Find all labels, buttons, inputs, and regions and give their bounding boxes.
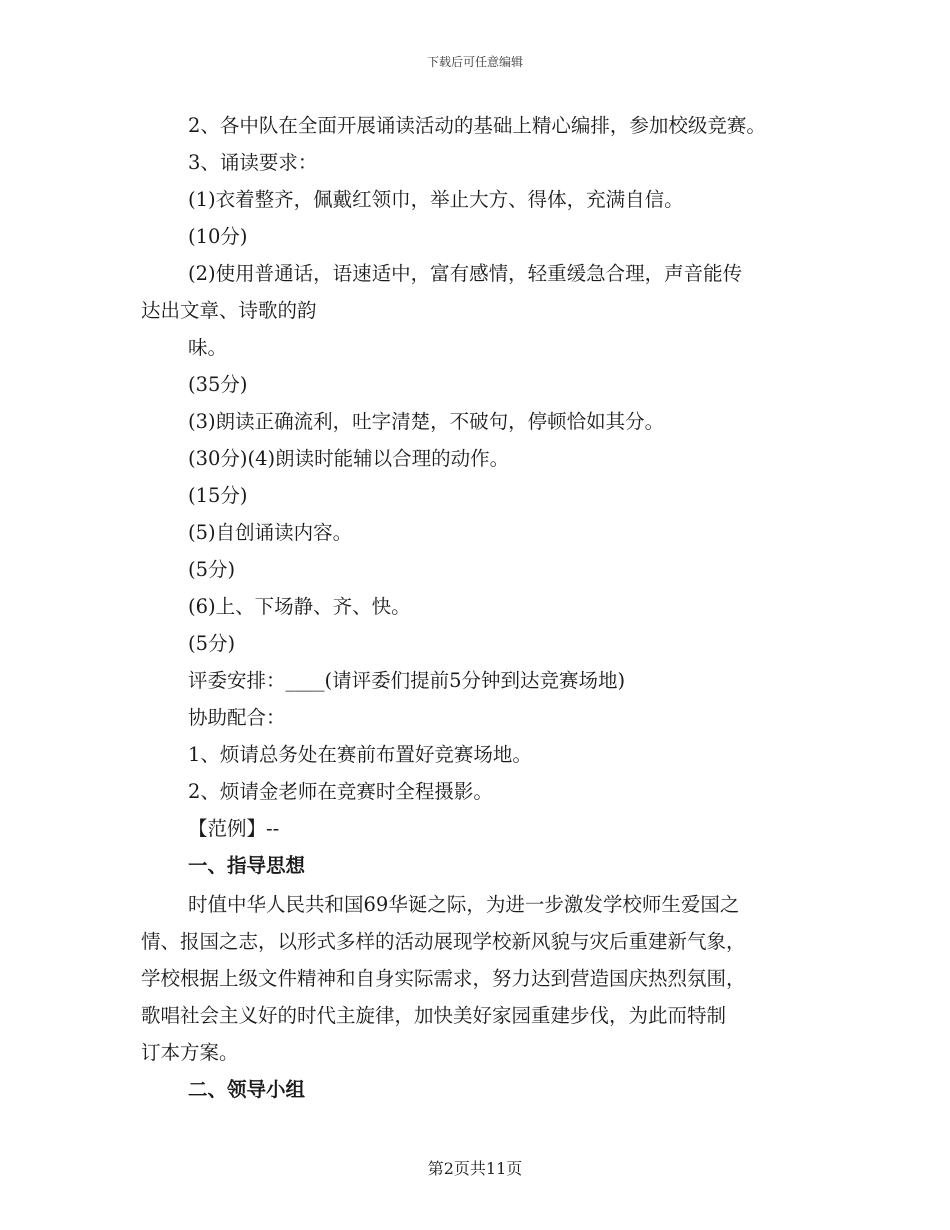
- text-line: (35分): [188, 373, 248, 396]
- text-line: 2、各中队在全面开展诵读活动的基础上精心编排，参加校级竞赛。: [188, 114, 766, 137]
- section-heading: 一、指导思想: [188, 854, 306, 877]
- text-line: 订本方案。: [141, 1041, 239, 1064]
- text-line: 协助配合：: [188, 706, 286, 729]
- text-line: 时值中华人民共和国69华诞之际，为进一步激发学校师生爱国之: [188, 893, 740, 916]
- text-line: (10分): [188, 225, 248, 248]
- text-line: (5)自创诵读内容。: [188, 521, 353, 544]
- text-line: (2)使用普通话，语速适中，富有感情，轻重缓急合理，声音能传: [188, 262, 743, 285]
- text-line: 1、烦请总务处在赛前布置好竞赛场地。: [188, 743, 532, 766]
- section-heading: 二、领导小组: [188, 1078, 306, 1101]
- text-line: (3)朗读正确流利，吐字清楚，不破句，停顿恰如其分。: [188, 410, 665, 433]
- text-line: (5分): [188, 558, 236, 581]
- text-line: (15分): [188, 484, 248, 507]
- text-line: 味。: [188, 336, 228, 359]
- text-line: 评委安排：____(请评委们提前5分钟到达竞赛场地): [188, 669, 626, 692]
- page-footer: 第2页共11页: [427, 1159, 523, 1178]
- text-line: 学校根据上级文件精神和自身实际需求，努力达到营造国庆热烈氛围，: [141, 967, 746, 990]
- text-line: 情、报国之志，以形式多样的活动展现学校新风貌与灾后重建新气象，: [141, 930, 746, 953]
- text-line: (1)衣着整齐，佩戴红领巾，举止大方、得体，充满自信。: [188, 188, 684, 211]
- text-line: 【范例】--: [188, 817, 280, 840]
- page-header: 下载后可任意编辑: [426, 55, 523, 69]
- text-line: 歌唱社会主义好的时代主旋律，加快美好家园重建步伐，为此而特制: [141, 1004, 727, 1027]
- text-line: (6)上、下场静、齐、快。: [188, 595, 411, 618]
- text-line: 达出文章、诗歌的韵: [141, 299, 317, 322]
- text-line: 3、诵读要求：: [188, 151, 318, 174]
- text-line: (30分)(4)朗读时能辅以合理的动作。: [188, 447, 510, 470]
- text-line: 2、烦请金老师在竞赛时全程摄影。: [188, 780, 493, 803]
- text-line: (5分): [188, 632, 236, 655]
